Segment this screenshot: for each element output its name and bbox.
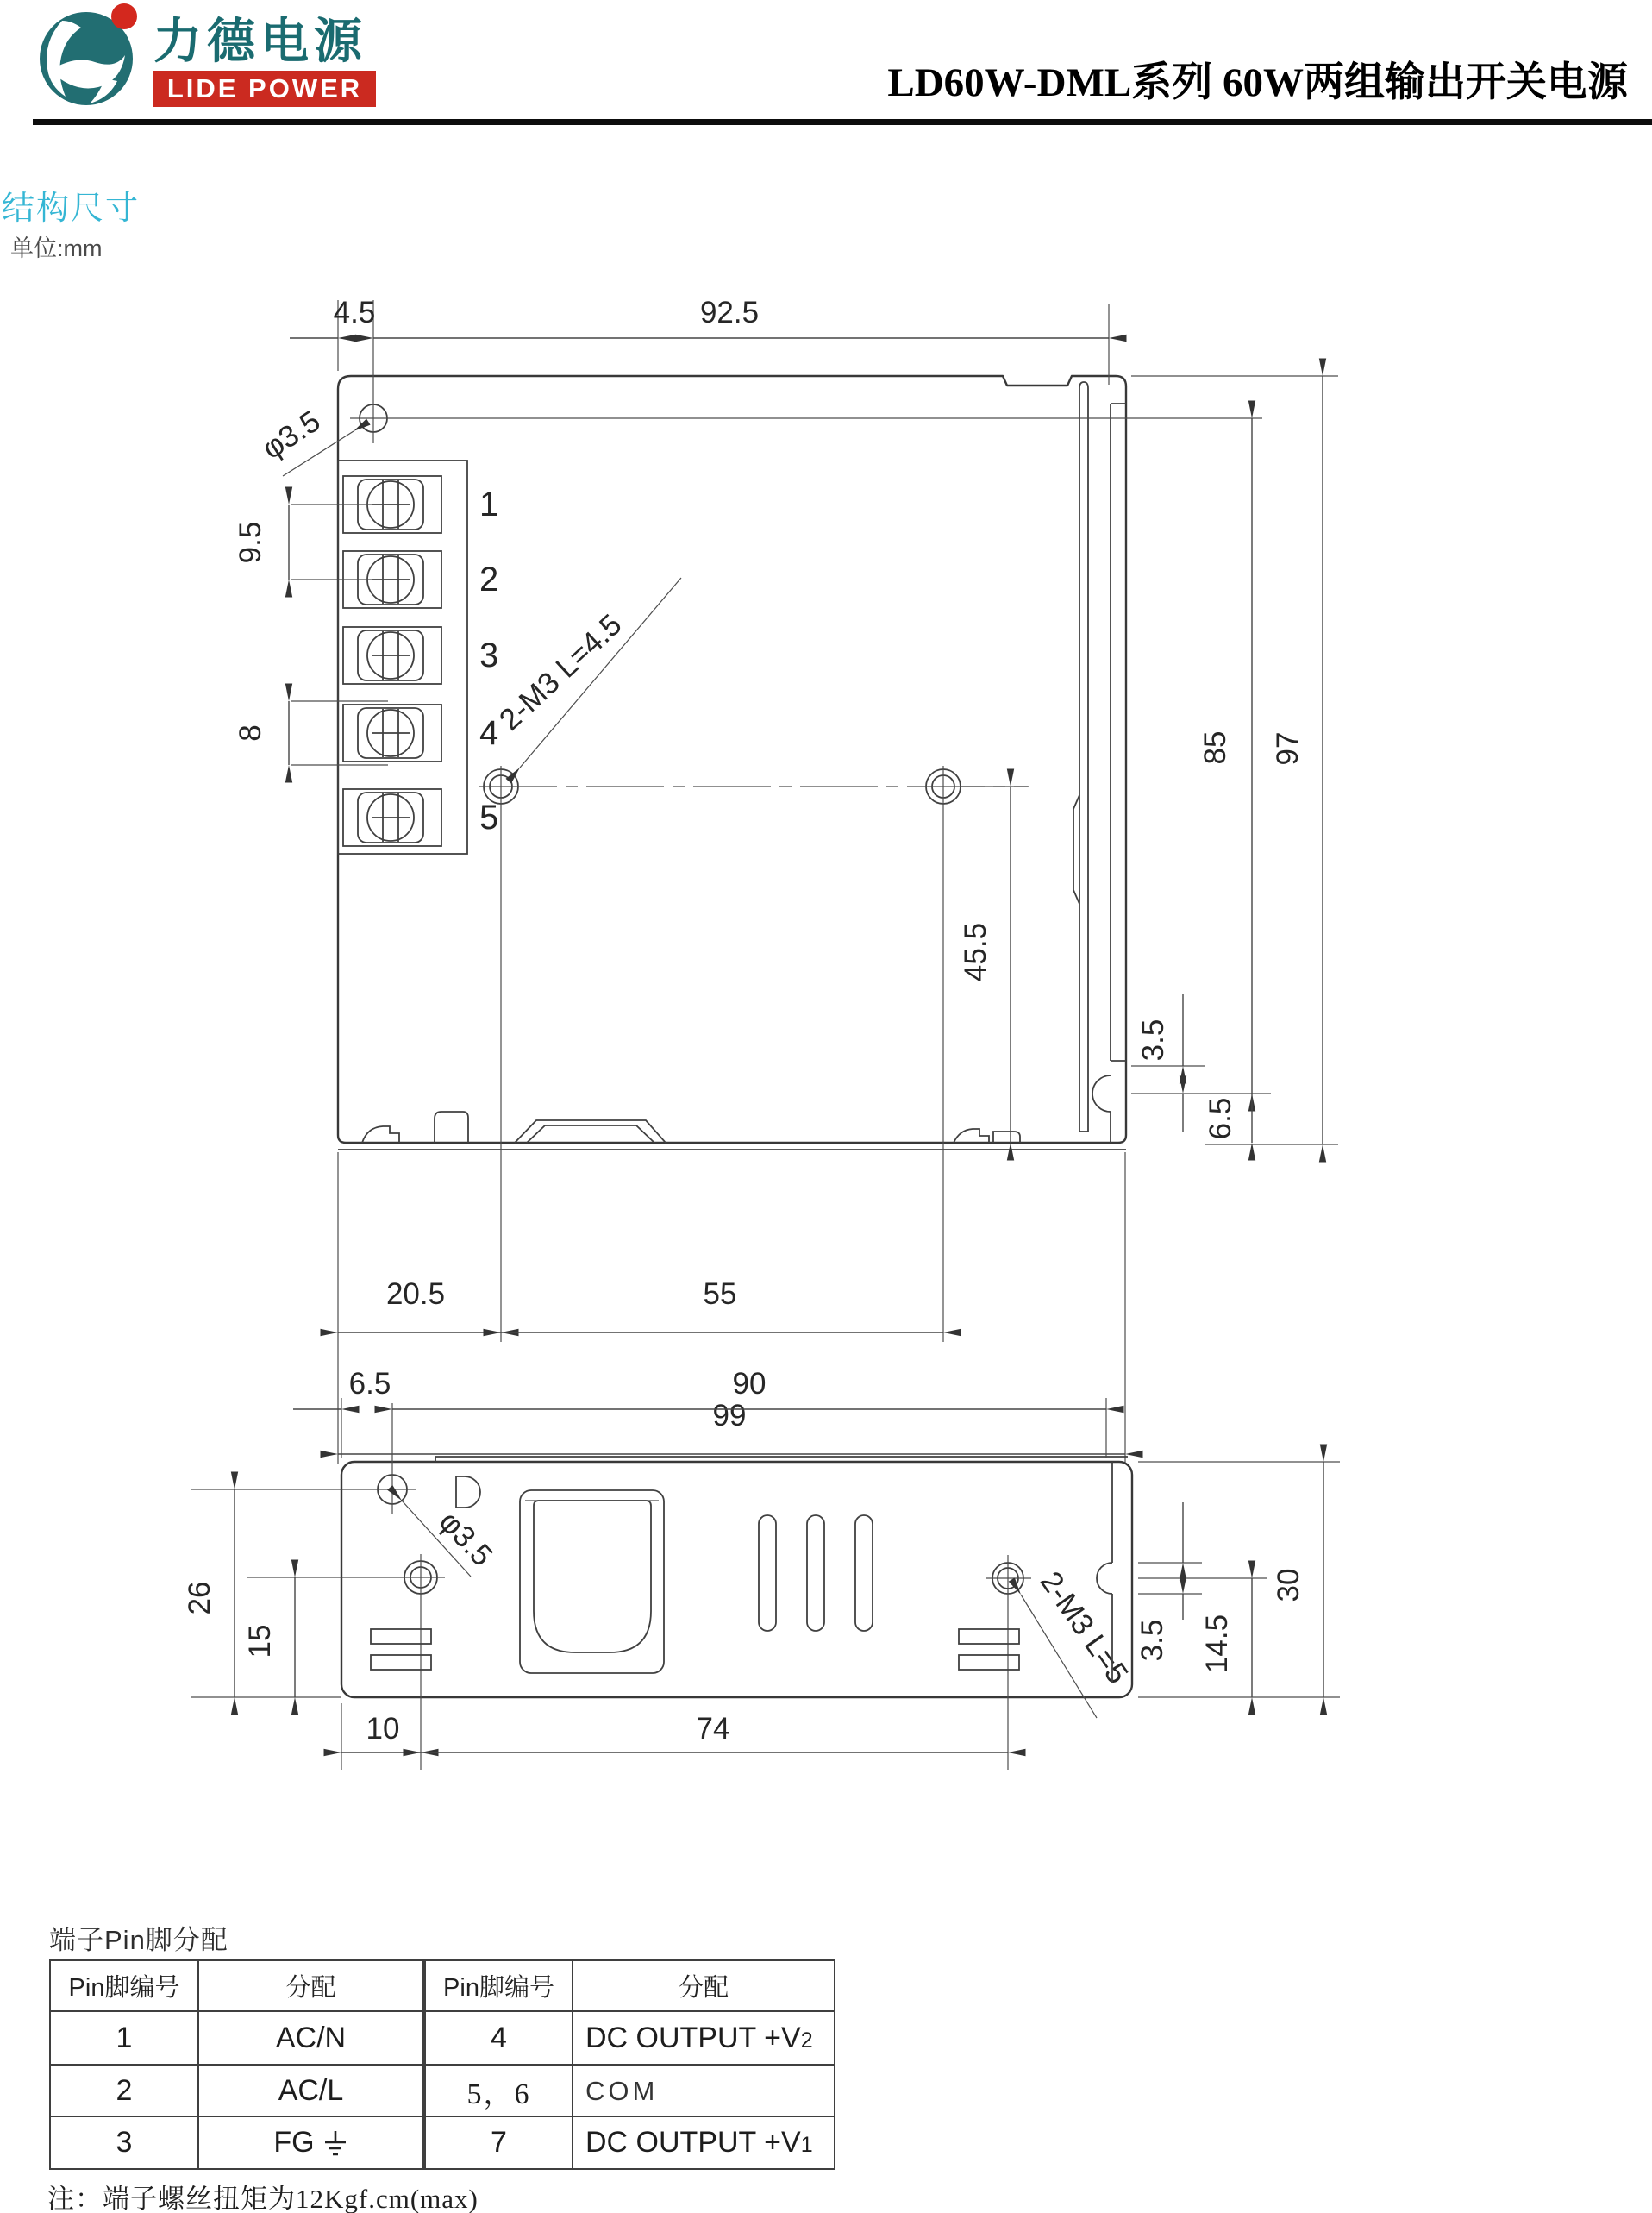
assignment-cell <box>573 2116 835 2169</box>
assignment-cell: AC/L <box>198 2065 424 2116</box>
terminal-screw-5 <box>358 793 423 843</box>
assignment-cell <box>573 2065 835 2116</box>
dim-label-hole2-height: 15 <box>243 1624 277 1658</box>
pin-number-cell: 7 <box>424 2116 573 2169</box>
dim-label-notch: 3.5 <box>1136 1619 1169 1662</box>
bottom-view-drawing <box>183 1367 1340 1770</box>
bottom-case-outline <box>341 1462 1132 1697</box>
rear-plate <box>1073 382 1088 1132</box>
dim-label-hole1-height: 26 <box>183 1581 216 1615</box>
voltage-subscript: 1 <box>800 2133 813 2157</box>
dim-label-step: 3.5 <box>1136 1019 1170 1062</box>
section-heading: 结构尺寸 <box>2 191 141 227</box>
dim-label-bottom-seg-mid: 74 <box>696 1712 730 1746</box>
header-pin-number-right: Pin脚编号 <box>424 1960 573 2011</box>
vent-slots <box>759 1515 873 1631</box>
voltage-subscript: 2 <box>800 2028 813 2053</box>
document-title: LD60W-DML系列 60W两组输出开关电源 <box>887 60 1628 105</box>
output-opening <box>520 1490 664 1673</box>
pin-table-title: 端子Pin脚分配 <box>49 1925 228 1955</box>
assignment-cell <box>198 2116 424 2169</box>
assignment-text: DC OUTPUT +V <box>585 2021 801 2054</box>
earth-ground-icon <box>322 2129 348 2157</box>
header-assignment-left: 分配 <box>198 1960 424 2011</box>
dim-label-width: 99 <box>712 1399 747 1432</box>
dim-label-top-width: 92.5 <box>699 296 760 329</box>
assignment-text: COM <box>585 2075 659 2106</box>
dim-label-height: 97 <box>1271 731 1305 766</box>
dim-label-hole-offset: 6.5 <box>348 1367 391 1401</box>
dim-label-bottom-offset: 6.5 <box>1204 1097 1237 1140</box>
led-window <box>456 1476 480 1508</box>
header-pin-number-left: Pin脚编号 <box>50 1960 198 2011</box>
dim-label-bottom-screws: 2-M3 L=5 <box>1033 1565 1136 1690</box>
logo-company-name: 力德电源 <box>153 14 367 68</box>
pin-table-row <box>50 2065 835 2116</box>
dim-label-corner-offset: 4.5 <box>333 296 376 329</box>
dim-label-side-screws: 2-M3 L=4.5 <box>492 607 629 737</box>
terminal-screw-4 <box>358 708 423 758</box>
terminal-block <box>338 461 498 854</box>
pin-number-cell: 5，6 <box>424 2065 573 2116</box>
chassis-feet <box>362 1112 1020 1143</box>
side-view-dimensions <box>234 296 1338 1464</box>
terminal-number-5: 5 <box>479 799 499 837</box>
pin-number-cell: 2 <box>50 2065 198 2116</box>
dim-label-pitch-4-5: 8 <box>234 724 267 742</box>
unit-label: 单位:mm <box>10 235 103 261</box>
terminal-number-3: 3 <box>479 636 499 674</box>
side-hole-notch <box>1092 1075 1111 1112</box>
pin-number-cell: 3 <box>50 2116 198 2169</box>
assignment-text: DC OUTPUT +V <box>585 2126 801 2159</box>
pin-table-header-row <box>50 1960 835 2011</box>
bottom-corner-hole <box>191 1403 499 1577</box>
dim-label-bottom-seg-left: 10 <box>366 1712 400 1746</box>
pin-number-cell: 1 <box>50 2011 198 2065</box>
dim-label-pitch-1-2: 9.5 <box>234 521 267 564</box>
dim-label-seg-mid: 55 <box>703 1277 737 1311</box>
logo-company-name-en: LIDE POWER <box>166 73 363 103</box>
terminal-number-4: 4 <box>479 714 499 752</box>
pin-table-row <box>50 2116 835 2169</box>
side-screw-holes <box>479 578 1028 1342</box>
top-mounting-hole <box>256 300 1262 476</box>
torque-note: 注：端子螺丝扭矩为12Kgf.cm(max) <box>47 2184 479 2213</box>
assignment-text: FG <box>273 2126 315 2159</box>
pin-table-row <box>50 2011 835 2065</box>
bottom-screw-hole-left <box>247 1554 445 1770</box>
right-flange <box>1092 404 1126 1143</box>
dim-label-hole-to-bottom-b: 14.5 <box>1200 1614 1234 1674</box>
mounting-feet-slots <box>371 1629 1019 1670</box>
dim-label-hole-to-bottom: 45.5 <box>959 922 992 982</box>
dim-label-bottom-top-width: 90 <box>732 1367 767 1401</box>
terminal-screw-3 <box>358 630 423 680</box>
dim-label-bottom-height: 30 <box>1272 1568 1305 1602</box>
assignment-cell: AC/N <box>198 2011 424 2065</box>
dim-label-hole-span: 85 <box>1198 730 1232 765</box>
dim-label-seg-left: 20.5 <box>385 1277 446 1311</box>
pin-number-cell: 4 <box>424 2011 573 2065</box>
dim-label-bottom-hole-dia: φ3.5 <box>432 1504 500 1573</box>
terminal-number-1: 1 <box>479 486 499 523</box>
bottom-view-dimensions <box>183 1367 1340 1770</box>
case-outline <box>338 376 1126 1143</box>
dim-label-hole-dia: φ3.5 <box>256 404 327 467</box>
side-view-drawing <box>234 296 1338 1464</box>
assignment-cell <box>573 2011 835 2065</box>
terminal-number-2: 2 <box>479 561 499 599</box>
header-assignment-right: 分配 <box>573 1960 835 2011</box>
pin-assignment-table <box>49 1959 835 2170</box>
